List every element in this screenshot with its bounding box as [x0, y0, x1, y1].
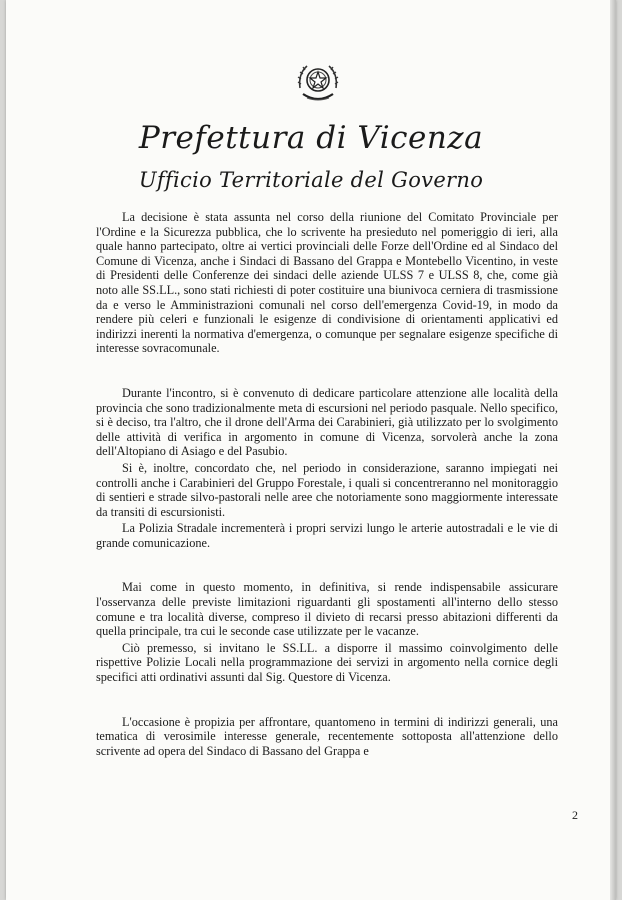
document-page	[6, 0, 616, 900]
page-number: 2	[572, 808, 578, 822]
paragraph-highway-police: La Polizia Stradale incrementerà i propri servizi lungo le arterie autostradali e le vie di grande comunicazione.	[96, 521, 558, 550]
office-name: Prefettura di Vicenza	[138, 120, 484, 156]
paragraph-occasion: L'occasione è propizia per affrontare, quantomeno in termini di indirizzi generali, una tematica di verosimile interesse generale, recentemente sottoposta all'attenzione dello scrivente ad opera del Sindaco di Bassano del Grappa e	[96, 714, 558, 758]
paragraph-forestry: Si è, inoltre, concordato che, nel periodo in considerazione, saranno impiegati nei controlli anche i Carabinieri del Gruppo Forestale, i quali si concentreranno nel monitoraggio di sentieri e strade silvo-pastorali nelle aree che notoriamente sono maggiormente interessate da transiti di escursionisti.	[96, 460, 558, 519]
paragraph-meeting: Durante l'incontro, si è convenuto di dedicare particolare attenzione alle località della provincia che sono tradizionalmente meta di escursioni nel periodo pasquale. Nello specifico, si è deciso, tra l'altro, che il drone dell'Arma dei Carabinieri, già utilizzato per lo svolgimento delle attività di verifica in argomento in comune di Vicenza, sorvolerà anche la zona dell'Altopiano di Asiago e del Pasubio.	[96, 385, 558, 459]
paragraph-restrictions: Mai come in questo momento, in definitiva, si rende indispensabile assicurare l'osservanza delle previste limitazioni riguardanti gli spostamenti all'interno dello stesso comune e tra località diverse, compreso il divieto di recarsi presso abitazioni differenti da quella principale, tra cui le seconde case utilizzate per le vacanze.	[96, 580, 558, 639]
letter-body	[96, 210, 558, 758]
italian-republic-emblem-icon	[295, 58, 341, 106]
paragraph-decision: La decisione è stata assunta nel corso della riunione del Comitato Provinciale per l'Ordine e la Sicurezza pubblica, che lo scrivente ha presieduto nel pomeriggio di ieri, alla quale hanno partecipato, oltre ai vertici provinciali delle Forze dell'Ordine ed al Sindaco del Comune di Vicenza, anche i Sindaci di Bassano del Grappa e Montebello Vicentino, in veste di Presidenti delle Conferenze dei sindaci delle aziende ULSS 7 e ULSS 8, che, come già noto alle SS.LL., sono stati richiesti di poter costituire una biunivoca cerniera di trasmissione da e verso le Amministrazioni comunali nel corso dell'emergenza Covid-19, in modo da rendere più celeri e funzionali le esigenze di condivisione di orientamenti applicativi ed indirizzi inerenti la normativa d'emergenza, o comunque per segnalare esigenze specifiche di interesse sovracomunale.	[96, 210, 558, 356]
paragraph-local-police: Ciò premesso, si invitano le SS.LL. a disporre il massimo coinvolgimento delle rispettive Polizie Locali nella programmazione dei servizi in argomento nella cornice degli specifici atti ordinativi assunti dal Sig. Questore di Vicenza.	[96, 640, 558, 685]
office-subtitle: Ufficio Territoriale del Governo	[138, 168, 484, 192]
